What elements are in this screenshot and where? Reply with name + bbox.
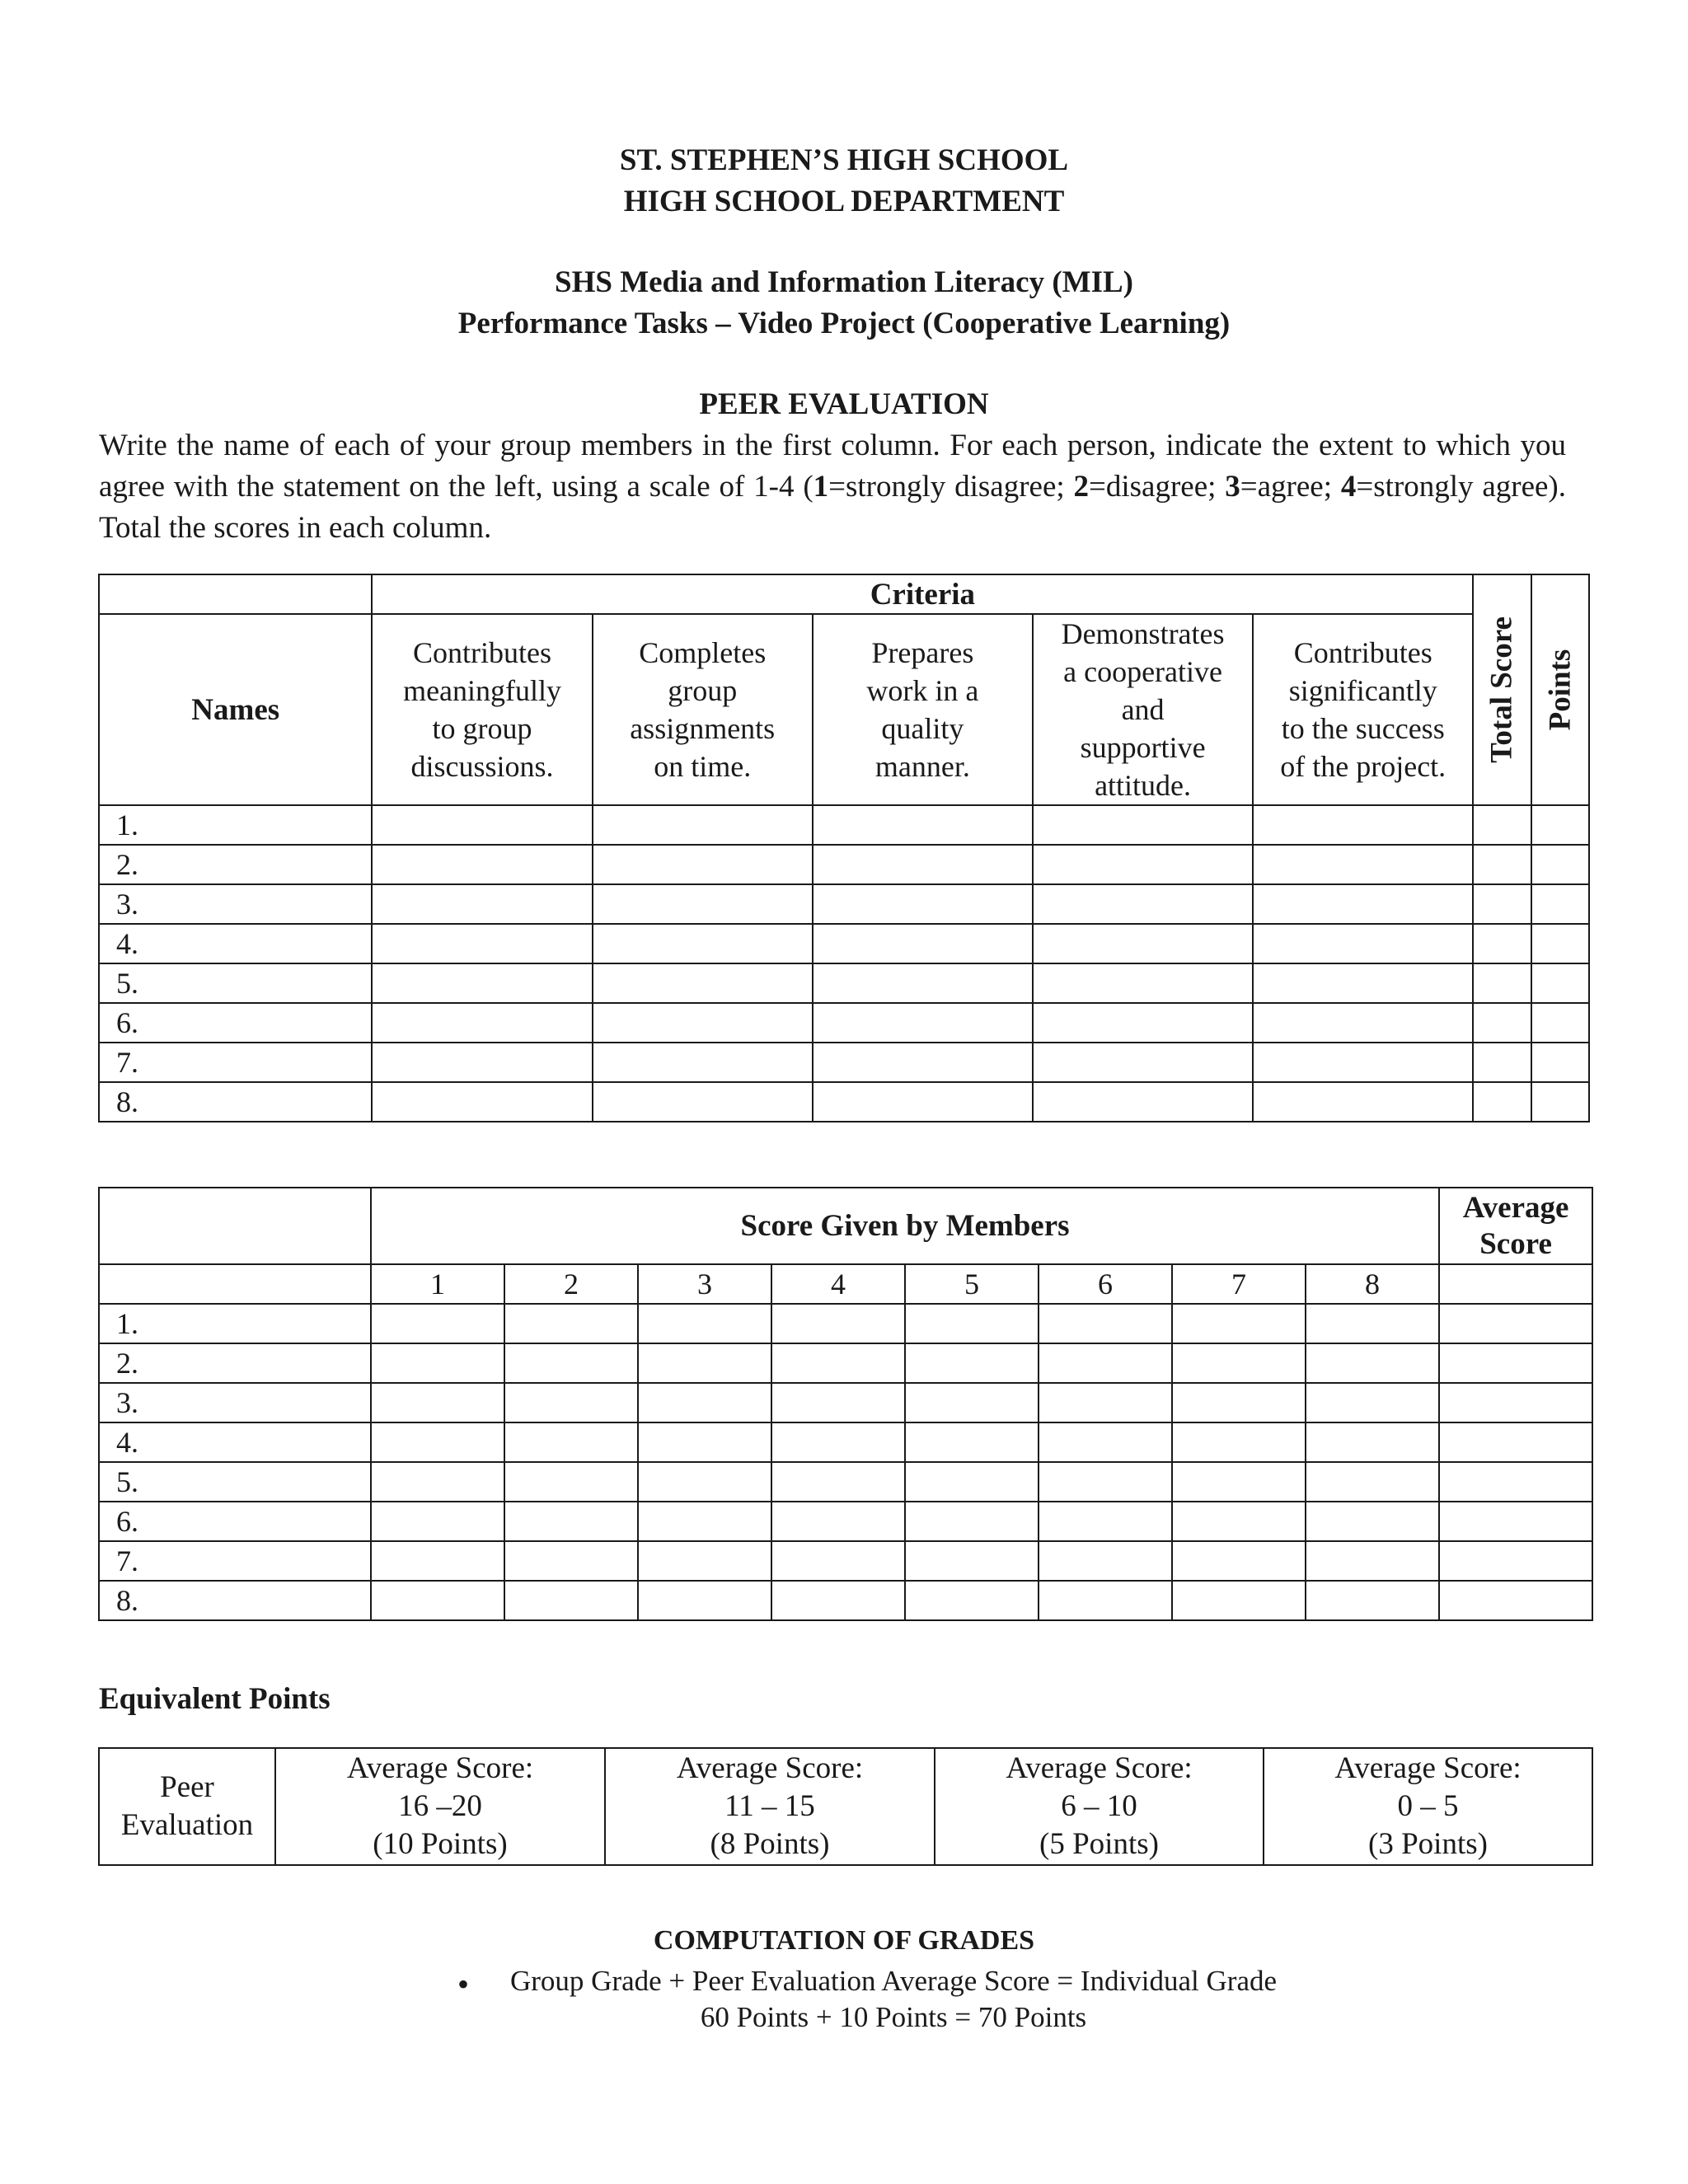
score-cell[interactable] — [1306, 1304, 1439, 1343]
score-given-label: Score Given by Members — [371, 1188, 1439, 1264]
criterion-header: Demonstrates a cooperative and supportive attitude. — [1033, 614, 1253, 805]
score-cell[interactable] — [1253, 884, 1473, 924]
score-cell[interactable] — [1253, 805, 1473, 845]
score-cell[interactable] — [905, 1304, 1039, 1343]
score-cell[interactable] — [371, 1422, 504, 1462]
criterion-header: Completes group assignments on time. — [593, 614, 813, 805]
score-cell[interactable] — [593, 1082, 813, 1122]
score-cell[interactable] — [1172, 1581, 1306, 1620]
score-cell[interactable] — [1439, 1462, 1592, 1502]
score-cell[interactable] — [371, 1502, 504, 1541]
score-cell[interactable] — [1439, 1383, 1592, 1422]
score-cell[interactable] — [1172, 1502, 1306, 1541]
score-cell[interactable] — [1253, 1003, 1473, 1043]
criteria-table-body — [99, 805, 1589, 1122]
criteria-row — [99, 1043, 1589, 1082]
score-cell[interactable] — [1033, 845, 1253, 884]
equivalent-points-title: Equivalent Points — [99, 1682, 331, 1716]
score-cell[interactable] — [1039, 1581, 1172, 1620]
row-number: 8. — [99, 1082, 372, 1122]
criteria-row — [99, 884, 1589, 924]
score-cell[interactable] — [593, 924, 813, 963]
score-cell[interactable] — [371, 1383, 504, 1422]
points-header: Points — [1531, 574, 1589, 805]
score-cell[interactable] — [1253, 845, 1473, 884]
score-cell[interactable] — [1439, 1541, 1592, 1581]
score-cell[interactable] — [1531, 845, 1589, 884]
score-cell[interactable] — [771, 1383, 905, 1422]
instructions-paragraph: Write the name of each of your group members in the first column. For each person, indicate the extent to which you agree with the statement on the left, using a scale of 1-4 (1=strongly disagree; 2=disagree; 3=agree; 4=strongly agree). Total the scores in each column. — [99, 429, 1566, 545]
score-cell[interactable] — [504, 1462, 638, 1502]
equivalent-points-cell: Average Score: 6 – 10 (5 Points) — [935, 1748, 1264, 1865]
average-blank-cell — [1439, 1264, 1592, 1304]
total-score-header: Total Score — [1473, 574, 1531, 805]
score-cell[interactable] — [504, 1541, 638, 1581]
member-number-row — [99, 1264, 1592, 1304]
member-score-row — [99, 1581, 1592, 1620]
score-cell[interactable] — [1306, 1462, 1439, 1502]
row-number: 5. — [99, 963, 372, 1003]
score-cell[interactable] — [1039, 1541, 1172, 1581]
score-cell[interactable] — [1033, 1003, 1253, 1043]
score-cell[interactable] — [593, 884, 813, 924]
row-number: 5. — [99, 1462, 371, 1502]
score-cell[interactable] — [905, 1541, 1039, 1581]
score-cell[interactable] — [372, 1003, 592, 1043]
criteria-row — [99, 805, 1589, 845]
score-cell[interactable] — [771, 1422, 905, 1462]
equivalent-points-row — [99, 1748, 1592, 1865]
score-cell[interactable] — [372, 1043, 592, 1082]
school-header — [0, 140, 1688, 223]
score-cell[interactable] — [371, 1541, 504, 1581]
score-cell[interactable] — [905, 1581, 1039, 1620]
score-cell[interactable] — [638, 1422, 771, 1462]
score-cell[interactable] — [638, 1541, 771, 1581]
score-cell[interactable] — [1531, 1082, 1589, 1122]
row-number: 4. — [99, 1422, 371, 1462]
score-cell[interactable] — [1473, 963, 1531, 1003]
score-cell[interactable] — [1306, 1343, 1439, 1383]
score-cell[interactable] — [813, 963, 1033, 1003]
row-number: 7. — [99, 1043, 372, 1082]
score-cell[interactable] — [504, 1304, 638, 1343]
score-cell[interactable] — [1033, 924, 1253, 963]
score-cell[interactable] — [1473, 1082, 1531, 1122]
computation-formula: Group Grade + Peer Evaluation Average Score = Individual Grade — [509, 1965, 1278, 1997]
criteria-row — [99, 924, 1589, 963]
score-cell[interactable] — [771, 1541, 905, 1581]
member-number: 5 — [905, 1264, 1039, 1304]
score-cell[interactable] — [1306, 1581, 1439, 1620]
score-cell[interactable] — [638, 1343, 771, 1383]
score-cell[interactable] — [905, 1383, 1039, 1422]
score-cell[interactable] — [372, 805, 592, 845]
score-cell[interactable] — [1253, 1043, 1473, 1082]
row-number: 8. — [99, 1581, 371, 1620]
score-cell[interactable] — [593, 963, 813, 1003]
score-cell[interactable] — [1439, 1343, 1592, 1383]
score-cell[interactable] — [638, 1304, 771, 1343]
score-cell[interactable] — [905, 1422, 1039, 1462]
score-cell[interactable] — [638, 1383, 771, 1422]
equivalent-points-table — [98, 1747, 1593, 1866]
score-cell[interactable] — [1439, 1422, 1592, 1462]
score-cell[interactable] — [1306, 1502, 1439, 1541]
score-cell[interactable] — [1473, 884, 1531, 924]
score-cell[interactable] — [813, 1003, 1033, 1043]
score-cell[interactable] — [1473, 1043, 1531, 1082]
row-number: 6. — [99, 1502, 371, 1541]
score-cell[interactable] — [1439, 1581, 1592, 1620]
score-cell[interactable] — [593, 845, 813, 884]
score-cell[interactable] — [771, 1502, 905, 1541]
member-score-row — [99, 1462, 1592, 1502]
criteria-row — [99, 1003, 1589, 1043]
score-cell[interactable] — [1253, 924, 1473, 963]
score-cell[interactable] — [1531, 924, 1589, 963]
score-cell[interactable] — [1531, 1043, 1589, 1082]
row-number: 2. — [99, 845, 372, 884]
row-number: 7. — [99, 1541, 371, 1581]
score-cell[interactable] — [813, 884, 1033, 924]
score-cell[interactable] — [1172, 1462, 1306, 1502]
score-cell[interactable] — [1033, 1043, 1253, 1082]
school-name: ST. STEPHEN’S HIGH SCHOOL — [619, 143, 1069, 177]
score-cell[interactable] — [593, 1043, 813, 1082]
score-cell[interactable] — [504, 1422, 638, 1462]
score-cell[interactable] — [372, 1082, 592, 1122]
score-cell[interactable] — [1033, 805, 1253, 845]
score-cell[interactable] — [905, 1343, 1039, 1383]
member-score-row — [99, 1343, 1592, 1383]
computation-example: 60 Points + 10 Points = 70 Points — [700, 2001, 1087, 2033]
score-cell[interactable] — [1473, 1003, 1531, 1043]
score-cell[interactable] — [1039, 1383, 1172, 1422]
score-cell[interactable] — [905, 1502, 1039, 1541]
member-score-row — [99, 1502, 1592, 1541]
row-number: 1. — [99, 1304, 371, 1343]
score-cell[interactable] — [771, 1462, 905, 1502]
score-cell[interactable] — [372, 924, 592, 963]
score-cell[interactable] — [1039, 1422, 1172, 1462]
row-number: 2. — [99, 1343, 371, 1383]
criteria-row — [99, 963, 1589, 1003]
criterion-header: Contributes significantly to the success of the project. — [1253, 614, 1473, 805]
score-cell[interactable] — [1172, 1304, 1306, 1343]
task-title: Performance Tasks – Video Project (Cooperative Learning) — [457, 307, 1231, 340]
equivalent-points-cell: Average Score: 0 – 5 (3 Points) — [1264, 1748, 1592, 1865]
row-number: 3. — [99, 884, 372, 924]
score-cell[interactable] — [593, 805, 813, 845]
score-cell[interactable] — [504, 1383, 638, 1422]
score-cell[interactable] — [1306, 1422, 1439, 1462]
score-cell[interactable] — [813, 805, 1033, 845]
score-cell[interactable] — [638, 1462, 771, 1502]
score-cell[interactable] — [1531, 805, 1589, 845]
score-cell[interactable] — [813, 845, 1033, 884]
score-cell[interactable] — [1039, 1502, 1172, 1541]
score-cell[interactable] — [1039, 1343, 1172, 1383]
member-number: 4 — [771, 1264, 905, 1304]
equivalent-points-cell: Average Score: 16 –20 (10 Points) — [275, 1748, 605, 1865]
score-cell[interactable] — [504, 1343, 638, 1383]
criteria-blank-cell — [99, 574, 372, 614]
score-cell[interactable] — [905, 1462, 1039, 1502]
row-number: 6. — [99, 1003, 372, 1043]
member-score-body — [99, 1304, 1592, 1620]
subject-header — [0, 262, 1688, 344]
member-number: 6 — [1039, 1264, 1172, 1304]
score-cell[interactable] — [1473, 845, 1531, 884]
score-cell[interactable] — [1473, 805, 1531, 845]
score-cell[interactable] — [593, 1003, 813, 1043]
score-cell[interactable] — [372, 884, 592, 924]
department-name: HIGH SCHOOL DEPARTMENT — [623, 185, 1065, 218]
member-blank-cell — [99, 1264, 371, 1304]
subject-title: SHS Media and Information Literacy (MIL) — [555, 265, 1133, 299]
score-cell[interactable] — [372, 845, 592, 884]
score-cell[interactable] — [1172, 1422, 1306, 1462]
score-cell[interactable] — [1439, 1502, 1592, 1541]
member-number: 1 — [371, 1264, 504, 1304]
score-cell[interactable] — [771, 1343, 905, 1383]
score-cell[interactable] — [1473, 924, 1531, 963]
peer-evaluation-label: Peer Evaluation — [99, 1748, 275, 1865]
criterion-header: Prepares work in a quality manner. — [813, 614, 1033, 805]
score-cell[interactable] — [1531, 884, 1589, 924]
criterion-header: Contributes meaningfully to group discussions. — [372, 614, 592, 805]
member-score-row — [99, 1383, 1592, 1422]
member-blank-cell — [99, 1188, 371, 1264]
score-cell[interactable] — [1531, 963, 1589, 1003]
member-number: 2 — [504, 1264, 638, 1304]
score-cell[interactable] — [371, 1304, 504, 1343]
score-cell[interactable] — [1039, 1304, 1172, 1343]
score-cell[interactable] — [1439, 1304, 1592, 1343]
score-cell[interactable] — [1306, 1541, 1439, 1581]
names-header: Names — [99, 614, 372, 805]
score-cell[interactable] — [1033, 963, 1253, 1003]
average-score-header: Average Score — [1439, 1188, 1592, 1264]
member-score-table — [98, 1187, 1593, 1621]
score-cell[interactable] — [1172, 1383, 1306, 1422]
score-cell[interactable] — [1531, 1003, 1589, 1043]
member-score-row — [99, 1304, 1592, 1343]
criteria-row — [99, 845, 1589, 884]
criteria-row — [99, 1082, 1589, 1122]
member-score-row — [99, 1422, 1592, 1462]
member-score-row — [99, 1541, 1592, 1581]
score-cell[interactable] — [504, 1581, 638, 1620]
score-cell[interactable] — [1306, 1383, 1439, 1422]
score-cell[interactable] — [371, 1462, 504, 1502]
score-cell[interactable] — [813, 1082, 1033, 1122]
score-cell[interactable] — [771, 1581, 905, 1620]
criteria-table — [98, 574, 1590, 1122]
score-cell[interactable] — [372, 963, 592, 1003]
bullet-icon: • — [457, 1966, 470, 2003]
computation-title: COMPUTATION OF GRADES — [653, 1925, 1035, 1956]
score-cell[interactable] — [638, 1502, 771, 1541]
row-number: 4. — [99, 924, 372, 963]
score-cell[interactable] — [371, 1343, 504, 1383]
score-cell[interactable] — [1039, 1462, 1172, 1502]
score-cell[interactable] — [1253, 1082, 1473, 1122]
score-cell[interactable] — [1172, 1343, 1306, 1383]
member-number: 8 — [1306, 1264, 1439, 1304]
score-cell[interactable] — [813, 1043, 1033, 1082]
score-cell[interactable] — [638, 1581, 771, 1620]
score-cell[interactable] — [504, 1502, 638, 1541]
score-cell[interactable] — [771, 1304, 905, 1343]
score-cell[interactable] — [371, 1581, 504, 1620]
row-number: 1. — [99, 805, 372, 845]
score-cell[interactable] — [1253, 963, 1473, 1003]
score-cell[interactable] — [1033, 884, 1253, 924]
row-number: 3. — [99, 1383, 371, 1422]
equivalent-points-cell: Average Score: 11 – 15 (8 Points) — [605, 1748, 935, 1865]
member-number: 3 — [638, 1264, 771, 1304]
peer-evaluation-title: PEER EVALUATION — [699, 387, 989, 421]
score-cell[interactable] — [1033, 1082, 1253, 1122]
member-number: 7 — [1172, 1264, 1306, 1304]
score-cell[interactable] — [813, 924, 1033, 963]
score-cell[interactable] — [1172, 1541, 1306, 1581]
criteria-label: Criteria — [372, 574, 1473, 614]
